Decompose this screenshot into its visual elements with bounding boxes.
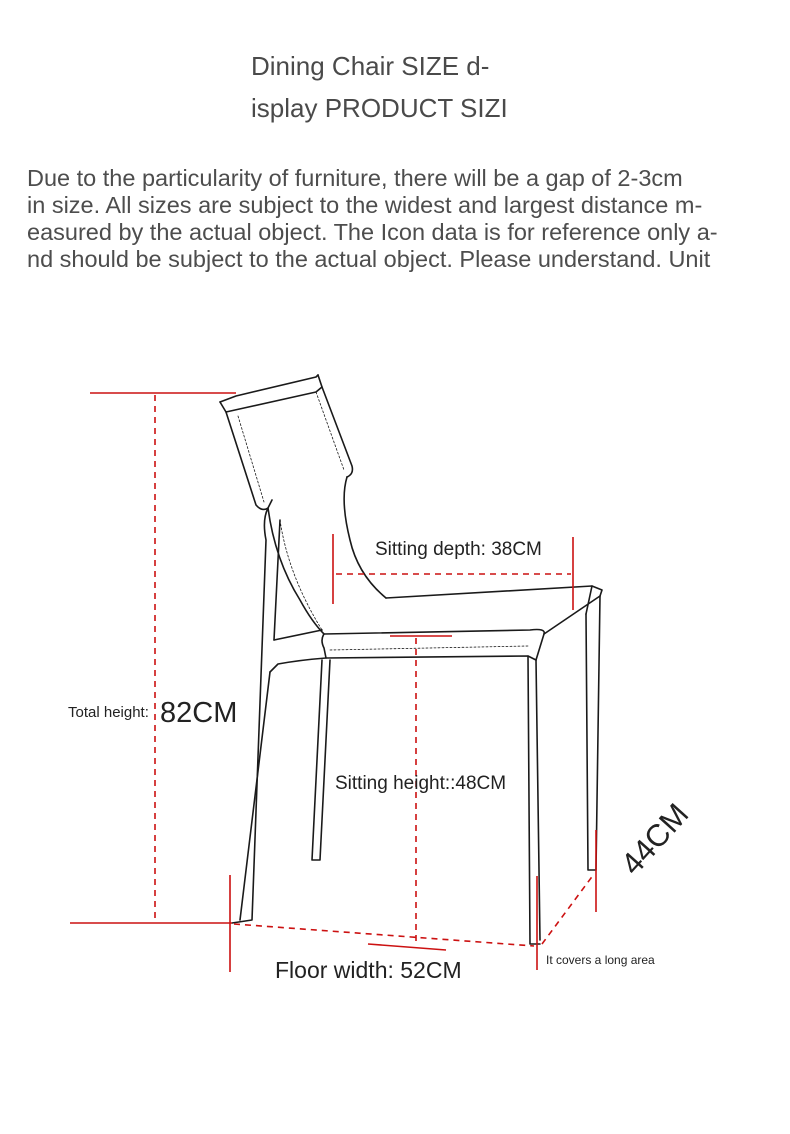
side-depth-label: 44CM: [614, 796, 696, 882]
floor-width-label: Floor width: 52CM: [275, 957, 462, 983]
notice-line-4: nd should be subject to the actual object. Please understand. Unit: [27, 246, 711, 272]
total-height-value: 82CM: [160, 697, 238, 729]
notice-line-3: easured by the actual object. The Icon data is for reference only a-: [27, 219, 718, 245]
dimension-lines: [70, 393, 596, 972]
side-depth-dimension: [542, 874, 594, 944]
notice-line-2: in size. All sizes are subject to the widest and largest distance m-: [27, 192, 703, 218]
total-height-label: Total height:: [68, 704, 149, 721]
floor-width-dimension: [234, 924, 534, 946]
notice-line-1: Due to the particularity of furniture, there will be a gap of 2-3cm: [27, 165, 683, 191]
side-note-label: It covers a long area: [546, 953, 655, 967]
chair-outline: [220, 375, 602, 944]
title-line-1: Dining Chair SIZE d-: [251, 51, 490, 81]
sitting-height-bottom-line: [368, 944, 446, 950]
title-line-2: isplay PRODUCT SIZI: [251, 93, 508, 123]
sitting-depth-label: Sitting depth: 38CM: [375, 539, 542, 560]
sitting-height-label: Sitting height::48CM: [335, 773, 507, 794]
